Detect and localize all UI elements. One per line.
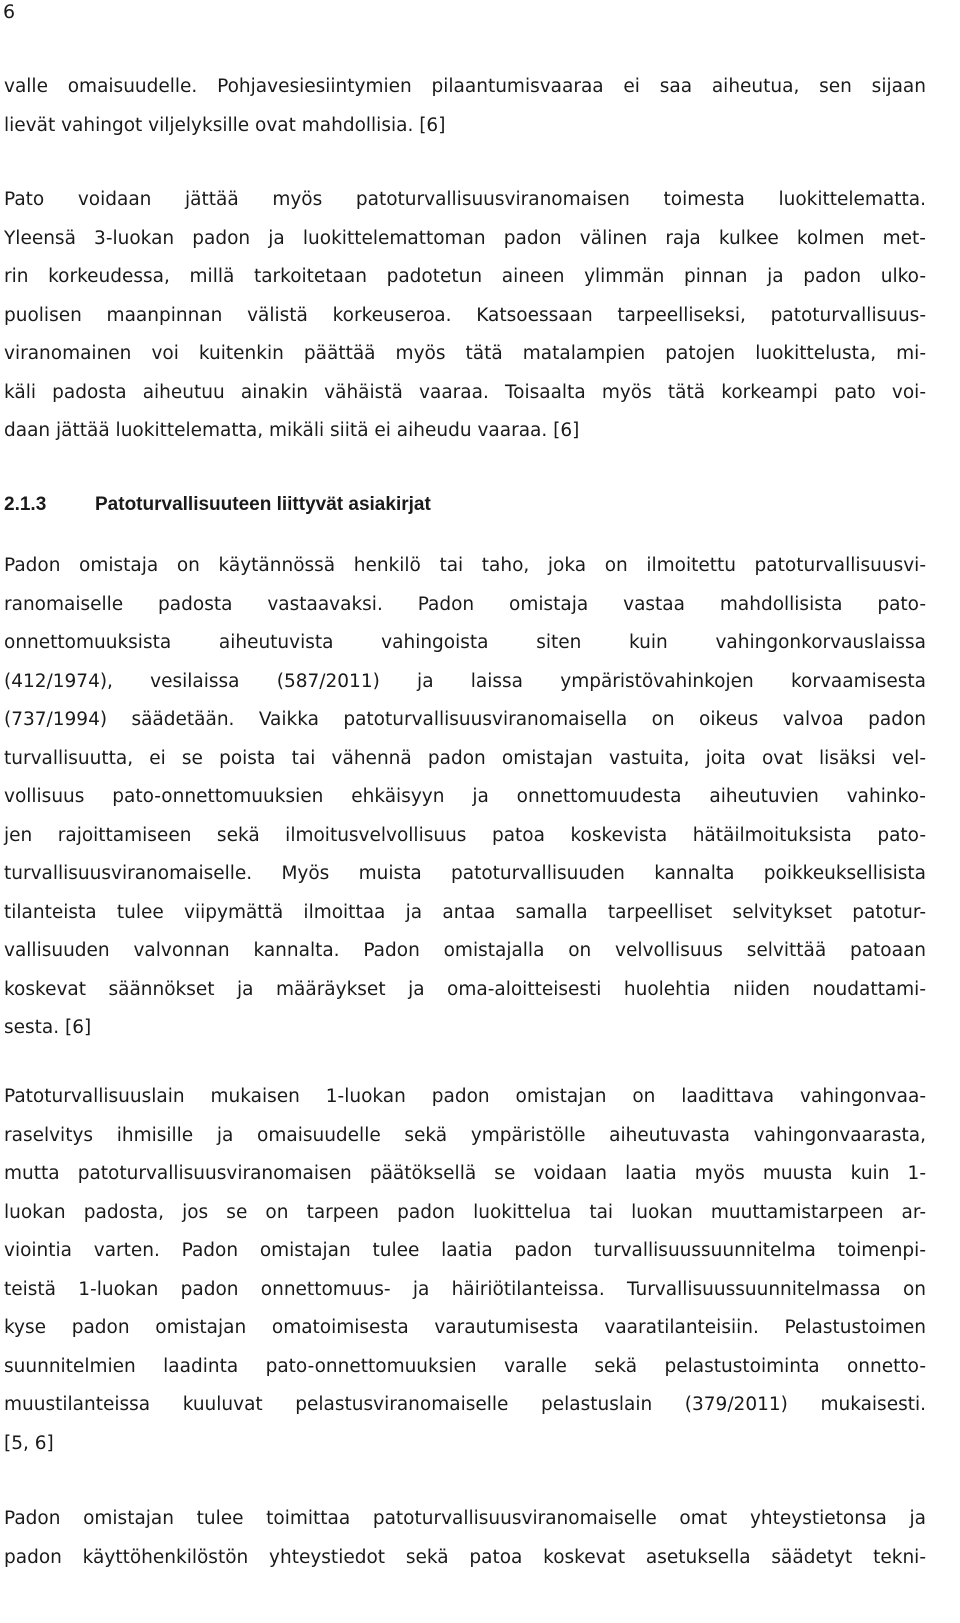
text-line: luokan padosta, jos se on tarpeen padon luokittelua tai luokan muuttamistarpeen ar-	[4, 1201, 926, 1223]
text-line: teistä 1-luokan padon onnettomuus- ja häiriötilanteissa. Turvallisuussuunnitelmassa on	[4, 1278, 926, 1300]
text-line: koskevat säännökset ja määräykset ja oma-aloitteisesti huolehtia niiden noudattami-	[4, 978, 926, 1000]
text-line: ranomaiselle padosta vastaavaksi. Padon omistaja vastaa mahdollisista pato-	[4, 593, 926, 615]
text-line: kyse padon omistajan omatoimisesta varautumisesta vaaratilanteisiin. Pelastustoimen	[4, 1317, 926, 1338]
text-line: lievät vahingot viljelyksille ovat mahdollisia. [6]	[4, 114, 446, 136]
text-line: Pato voidaan jättää myös patoturvallisuusviranomaisen toimesta luokittelematta.	[4, 189, 926, 210]
text-line: Patoturvallisuuslain mukaisen 1-luokan padon omistajan on laadittava vahingonvaa-	[4, 1086, 926, 1107]
text-line: Yleensä 3-luokan padon ja luokittelemattoman padon välinen raja kulkee kolmen met-	[4, 227, 926, 249]
text-line: sesta. [6]	[4, 1017, 92, 1038]
paragraph-1	[4, 68, 926, 145]
text-line: Padon omistajan tulee toimittaa patoturvallisuusviranomaiselle omat yhteystietonsa ja	[4, 1508, 926, 1529]
text-line: muustilanteissa kuuluvat pelastusviranomaiselle pelastuslain (379/2011) mukaisesti.	[4, 1394, 926, 1415]
paragraph-3	[4, 547, 926, 1048]
text-line: (737/1994) säädetään. Vaikka patoturvallisuusviranomaisella on oikeus valvoa padon	[4, 709, 926, 730]
paragraph-4	[4, 1078, 926, 1463]
section-title: Patoturvallisuuteen liittyvät asiakirjat	[95, 494, 431, 515]
text-line: jen rajoittamiseen sekä ilmoitusvelvollisuus patoa koskevista hätäilmoituksista pato-	[4, 824, 926, 846]
text-line: (412/1974), vesilaissa (587/2011) ja laissa ympäristövahinkojen korvaamisesta	[4, 670, 926, 692]
page-number: 6	[3, 1, 16, 23]
text-line: puolisen maanpinnan välistä korkeuseroa. Katsoessaan tarpeelliseksi, patoturvallisuus-	[4, 304, 926, 326]
paragraph-2	[4, 181, 926, 451]
text-line: suunnitelmien laadinta pato-onnettomuuksien varalle sekä pelastustoiminta onnetto-	[4, 1355, 926, 1377]
text-line: [5, 6]	[4, 1432, 54, 1454]
text-line: padon käyttöhenkilöstön yhteystiedot sekä patoa koskevat asetuksella säädetyt tekni-	[4, 1546, 926, 1568]
text-line: turvallisuutta, ei se poista tai vähennä padon omistajan vastuita, joita ovat lisäksi vel-	[4, 747, 926, 769]
text-line: rin korkeudessa, millä tarkoitetaan padotetun aineen ylimmän pinnan ja padon ulko-	[4, 266, 926, 287]
paragraph-5	[4, 1500, 926, 1577]
section-heading	[4, 488, 431, 522]
text-line: onnettomuuksista aiheutuvista vahingoista siten kuin vahingonkorvauslaissa	[4, 632, 926, 653]
text-line: viranomainen voi kuitenkin päättää myös tätä matalampien patojen luokittelusta, mi-	[4, 343, 926, 364]
text-line: valle omaisuudelle. Pohjavesiesiintymien pilaantumisvaaraa ei saa aiheutua, sen sijaan	[4, 76, 926, 97]
section-number: 2.1.3	[4, 494, 47, 515]
text-line: raselvitys ihmisille ja omaisuudelle sekä ympäristölle aiheutuvasta vahingonvaarasta,	[4, 1124, 926, 1146]
text-line: mutta patoturvallisuusviranomaisen päätöksellä se voidaan laatia myös muusta kuin 1-	[4, 1163, 926, 1184]
text-line: turvallisuusviranomaiselle. Myös muista patoturvallisuuden kannalta poikkeuksellisista	[4, 863, 926, 884]
text-line: vallisuuden valvonnan kannalta. Padon omistajalla on velvollisuus selvittää patoaan	[4, 940, 926, 961]
text-line: viointia varten. Padon omistajan tulee laatia padon turvallisuussuunnitelma toimenpi-	[4, 1240, 926, 1261]
text-line: tilanteista tulee viipymättä ilmoittaa ja antaa samalla tarpeelliset selvitykset patotur-	[4, 901, 926, 923]
text-line: vollisuus pato-onnettomuuksien ehkäisyyn ja onnettomuudesta aiheutuvien vahinko-	[4, 786, 926, 807]
text-line: Padon omistaja on käytännössä henkilö tai taho, joka on ilmoitettu patoturvallisuusvi-	[4, 555, 926, 576]
text-line: daan jättää luokittelematta, mikäli siitä ei aiheudu vaaraa. [6]	[4, 420, 580, 441]
text-line: käli padosta aiheutuu ainakin vähäistä vaaraa. Toisaalta myös tätä korkeampi pato voi-	[4, 381, 926, 403]
